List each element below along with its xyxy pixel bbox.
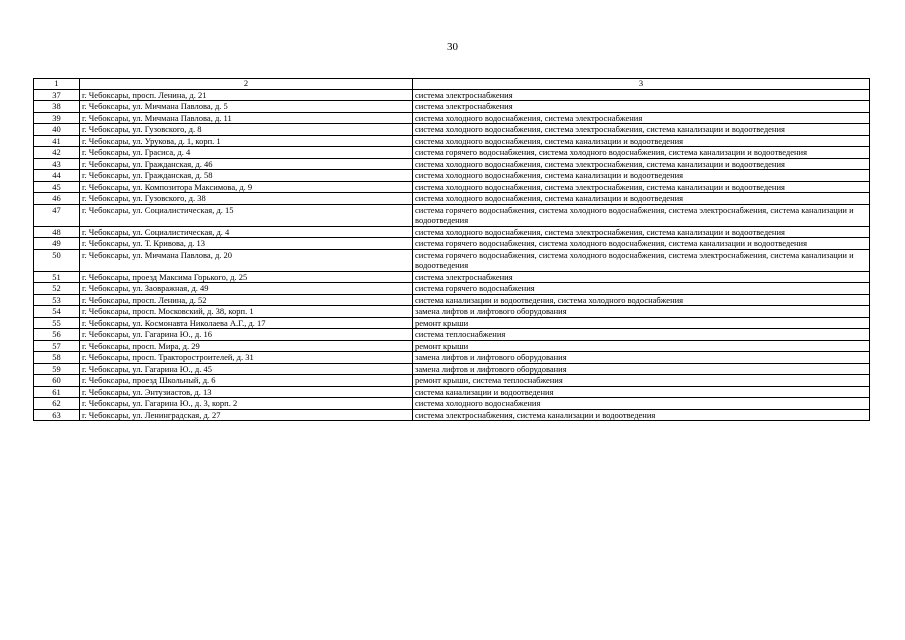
address-cell: г. Чебоксары, проезд Школьный, д. 6 [80, 375, 413, 387]
address-cell: г. Чебоксары, ул. Космонавта Николаева А.Г., д. 17 [80, 317, 413, 329]
page-number: 30 [447, 41, 458, 53]
row-number-cell: 53 [34, 294, 80, 306]
table-row [34, 329, 870, 341]
table-row [34, 204, 870, 226]
address-cell: г. Чебоксары, ул. Урукова, д. 1, корп. 1 [80, 135, 413, 147]
address-cell: г. Чебоксары, просп. Мира, д. 29 [80, 340, 413, 352]
table-row [34, 170, 870, 182]
address-cell: г. Чебоксары, просп. Московский, д. 38, корп. 1 [80, 306, 413, 318]
works-cell: система канализации и водоотведения [413, 386, 870, 398]
works-cell: система канализации и водоотведения, система холодного водоснабжения [413, 294, 870, 306]
address-cell: г. Чебоксары, ул. Заовражная, д. 49 [80, 283, 413, 295]
works-cell: система электроснабжения [413, 271, 870, 283]
row-number-cell: 61 [34, 386, 80, 398]
address-cell: г. Чебоксары, ул. Т. Кривова, д. 13 [80, 238, 413, 250]
address-cell: г. Чебоксары, ул. Энтузиастов, д. 13 [80, 386, 413, 398]
table-row [34, 375, 870, 387]
row-number-cell: 51 [34, 271, 80, 283]
works-cell: система холодного водоснабжения, система электроснабжения, система канализации и водоотведения [413, 181, 870, 193]
address-cell: г. Чебоксары, ул. Ленинградская, д. 27 [80, 409, 413, 421]
table-row [34, 193, 870, 205]
row-number-cell: 60 [34, 375, 80, 387]
works-cell: система электроснабжения [413, 89, 870, 101]
column-number-2: 2 [80, 79, 413, 90]
works-cell: система электроснабжения [413, 101, 870, 113]
row-number-cell: 63 [34, 409, 80, 421]
row-number-cell: 50 [34, 249, 80, 271]
table-header-row [34, 79, 870, 90]
works-cell: ремонт крыши, система теплоснабжения [413, 375, 870, 387]
table-row [34, 306, 870, 318]
table-row [34, 158, 870, 170]
row-number-cell: 59 [34, 363, 80, 375]
table-row [34, 340, 870, 352]
address-cell: г. Чебоксары, ул. Социалистическая, д. 15 [80, 204, 413, 226]
address-cell: г. Чебоксары, ул. Гражданская, д. 58 [80, 170, 413, 182]
works-cell: система горячего водоснабжения, система холодного водоснабжения, система электроснабжения, система канализации и водоотведения [413, 249, 870, 271]
table-row [34, 249, 870, 271]
table-row [34, 101, 870, 113]
row-number-cell: 52 [34, 283, 80, 295]
address-cell: г. Чебоксары, ул. Композитора Максимова, д. 9 [80, 181, 413, 193]
works-cell: замена лифтов и лифтового оборудования [413, 363, 870, 375]
works-cell: ремонт крыши [413, 340, 870, 352]
works-cell: система холодного водоснабжения, система канализации и водоотведения [413, 170, 870, 182]
row-number-cell: 55 [34, 317, 80, 329]
row-number-cell: 48 [34, 226, 80, 238]
works-cell: система электроснабжения, система канализации и водоотведения [413, 409, 870, 421]
works-cell: система холодного водоснабжения, система электроснабжения, система канализации и водоотведения [413, 226, 870, 238]
row-number-cell: 38 [34, 101, 80, 113]
row-number-cell: 49 [34, 238, 80, 250]
address-cell: г. Чебоксары, просп. Ленина, д. 21 [80, 89, 413, 101]
table-row [34, 89, 870, 101]
registry-table-body [34, 79, 870, 421]
row-number-cell: 42 [34, 147, 80, 159]
table-row [34, 124, 870, 136]
works-cell: замена лифтов и лифтового оборудования [413, 306, 870, 318]
address-cell: г. Чебоксары, ул. Гражданская, д. 46 [80, 158, 413, 170]
table-row [34, 352, 870, 364]
address-cell: г. Чебоксары, ул. Гузовского, д. 38 [80, 193, 413, 205]
works-cell: система холодного водоснабжения, система электроснабжения, система канализации и водоотведения [413, 124, 870, 136]
row-number-cell: 56 [34, 329, 80, 341]
row-number-cell: 40 [34, 124, 80, 136]
works-cell: система горячего водоснабжения, система холодного водоснабжения, система канализации и водоотведения [413, 238, 870, 250]
row-number-cell: 37 [34, 89, 80, 101]
table-row [34, 317, 870, 329]
table-row [34, 363, 870, 375]
works-cell: система холодного водоснабжения [413, 398, 870, 410]
address-cell: г. Чебоксары, ул. Социалистическая, д. 4 [80, 226, 413, 238]
address-cell: г. Чебоксары, просп. Ленина, д. 52 [80, 294, 413, 306]
table-row [34, 112, 870, 124]
row-number-cell: 41 [34, 135, 80, 147]
table-row [34, 283, 870, 295]
address-cell: г. Чебоксары, ул. Гагарина Ю., д. 45 [80, 363, 413, 375]
address-cell: г. Чебоксары, проезд Максима Горького, д. 25 [80, 271, 413, 283]
row-number-cell: 44 [34, 170, 80, 182]
works-cell: система холодного водоснабжения, система канализации и водоотведения [413, 135, 870, 147]
table-row [34, 386, 870, 398]
table-row [34, 147, 870, 159]
works-cell: система горячего водоснабжения [413, 283, 870, 295]
address-cell: г. Чебоксары, просп. Тракторостроителей, д. 31 [80, 352, 413, 364]
works-cell: система холодного водоснабжения, система электроснабжения, система канализации и водоотведения [413, 158, 870, 170]
row-number-cell: 47 [34, 204, 80, 226]
address-cell: г. Чебоксары, ул. Гагарина Ю., д. 3, корп. 2 [80, 398, 413, 410]
table-row [34, 294, 870, 306]
address-cell: г. Чебоксары, ул. Гузовского, д. 8 [80, 124, 413, 136]
works-cell: замена лифтов и лифтового оборудования [413, 352, 870, 364]
table-row [34, 238, 870, 250]
table-row [34, 409, 870, 421]
row-number-cell: 62 [34, 398, 80, 410]
table-row [34, 135, 870, 147]
table-row [34, 271, 870, 283]
row-number-cell: 39 [34, 112, 80, 124]
row-number-cell: 45 [34, 181, 80, 193]
address-cell: г. Чебоксары, ул. Мичмана Павлова, д. 20 [80, 249, 413, 271]
column-number-3: 3 [413, 79, 870, 90]
address-cell: г. Чебоксары, ул. Гагарина Ю., д. 16 [80, 329, 413, 341]
row-number-cell: 43 [34, 158, 80, 170]
works-cell: система горячего водоснабжения, система холодного водоснабжения, система электроснабжения, система канализации и водоотведения [413, 204, 870, 226]
row-number-cell: 46 [34, 193, 80, 205]
works-cell: система горячего водоснабжения, система холодного водоснабжения, система канализации и водоотведения [413, 147, 870, 159]
works-cell: ремонт крыши [413, 317, 870, 329]
row-number-cell: 58 [34, 352, 80, 364]
address-cell: г. Чебоксары, ул. Мичмана Павлова, д. 11 [80, 112, 413, 124]
works-cell: система холодного водоснабжения, система электроснабжения [413, 112, 870, 124]
table-row [34, 181, 870, 193]
row-number-cell: 54 [34, 306, 80, 318]
works-cell: система холодного водоснабжения, система канализации и водоотведения [413, 193, 870, 205]
registry-table [33, 78, 870, 421]
row-number-cell: 57 [34, 340, 80, 352]
works-cell: система теплоснабжения [413, 329, 870, 341]
address-cell: г. Чебоксары, ул. Мичмана Павлова, д. 5 [80, 101, 413, 113]
table-row [34, 226, 870, 238]
address-cell: г. Чебоксары, ул. Грасиса, д. 4 [80, 147, 413, 159]
column-number-1: 1 [34, 79, 80, 90]
table-row [34, 398, 870, 410]
